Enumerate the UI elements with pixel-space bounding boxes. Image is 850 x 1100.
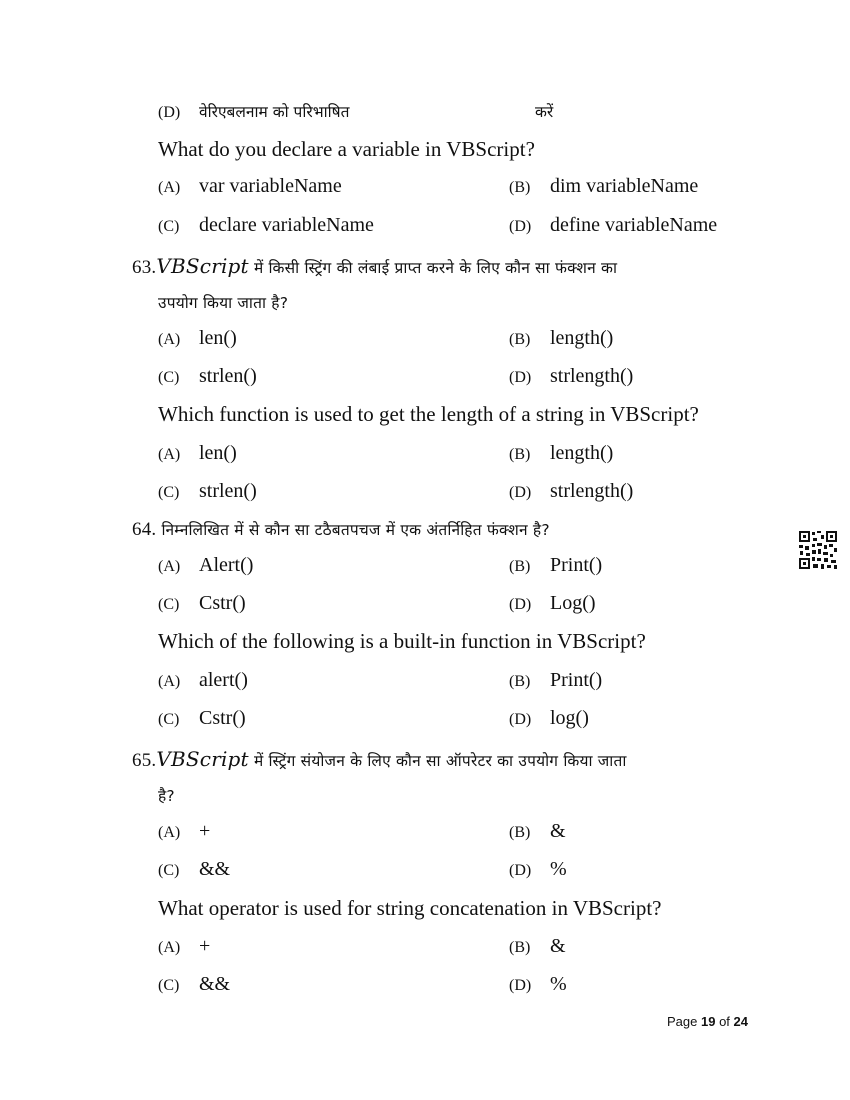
q63-en-option-c: (C) strlen() <box>158 480 257 502</box>
q64-en-option-d: (D) log() <box>509 707 589 729</box>
q65-en-option-d: (D) % <box>509 973 567 995</box>
q63-hi-option-a: (A) len() <box>158 327 237 349</box>
prev-en-option-a: (A) var variableName <box>158 175 342 197</box>
prev-en-option-c: (C) declare variableName <box>158 214 374 236</box>
q63-hi-question-line2: उपयोग किया जाता है? <box>158 294 289 312</box>
q64-en-option-b: (B) Print() <box>509 669 603 691</box>
question-number: 63. <box>132 257 157 278</box>
option-text: वेरिएबलनाम को परिभाषित <box>199 103 350 121</box>
qr-code-icon <box>798 530 838 570</box>
page-number-footer: Page 19 of 24 <box>667 1014 748 1029</box>
q64-hi-option-b: (B) Print() <box>509 554 603 576</box>
q63-hi-option-d: (D) strlength() <box>509 365 634 387</box>
q65-en-question: What operator is used for string concatenation in VBScript? <box>158 896 662 920</box>
q63-en-option-b: (B) length() <box>509 442 614 464</box>
question-number: 65. <box>132 750 157 771</box>
q65-hi-option-b: (B) & <box>509 820 566 842</box>
q65-en-option-c: (C) && <box>158 973 231 995</box>
total-pages: 24 <box>733 1014 748 1029</box>
q63-en-option-a: (A) len() <box>158 442 237 464</box>
q65-hi-option-c: (C) && <box>158 858 231 880</box>
prev-en-option-d: (D) define variableName <box>509 214 718 236</box>
q64-hi-option-d: (D) Log() <box>509 592 596 614</box>
q64-hi-option-a: (A) Alert() <box>158 554 254 576</box>
option-label: (D) <box>158 104 181 121</box>
q63-en-question: Which function is used to get the length of a string in VBScript? <box>158 402 699 426</box>
q63-hi-option-c: (C) strlen() <box>158 365 257 387</box>
q64-en-option-a: (A) alert() <box>158 669 248 691</box>
q64-hi-option-c: (C) Cstr() <box>158 592 246 614</box>
q65-hi-question-line2: है? <box>158 787 175 805</box>
prev-hi-option-d-tail: करें <box>535 103 554 121</box>
question-term: VBScript <box>156 254 249 278</box>
q65-hi-question: 65.VBScript में स्ट्रिंग संयोजन के लिए कौन सा ऑपरेटर का उपयोग किया जाता <box>132 747 627 771</box>
prev-en-question: What do you declare a variable in VBScript? <box>158 137 535 161</box>
q63-hi-question: 63.VBScript में किसी स्ट्रिंग की लंबाई प्राप्त करने के लिए कौन सा फंक्शन का <box>132 254 618 278</box>
current-page: 19 <box>700 1014 716 1029</box>
question-number: 64. <box>132 519 157 540</box>
q65-en-option-b: (B) & <box>509 935 566 957</box>
q65-hi-option-d: (D) % <box>509 858 567 880</box>
q65-en-option-a: (A) + <box>158 935 211 957</box>
question-term: VBScript <box>156 747 249 771</box>
q65-hi-option-a: (A) + <box>158 820 211 842</box>
prev-en-option-b: (B) dim variableName <box>509 175 699 197</box>
q63-hi-option-b: (B) length() <box>509 327 614 349</box>
q64-hi-question: 64. निम्नलिखित में से कौन सा टठैबतपचज में एक अंतर्निहित फंक्शन है? <box>132 519 550 540</box>
q64-en-option-c: (C) Cstr() <box>158 707 246 729</box>
prev-hi-option-d <box>158 100 349 123</box>
q63-en-option-d: (D) strlength() <box>509 480 634 502</box>
q64-en-question: Which of the following is a built-in function in VBScript? <box>158 629 646 653</box>
